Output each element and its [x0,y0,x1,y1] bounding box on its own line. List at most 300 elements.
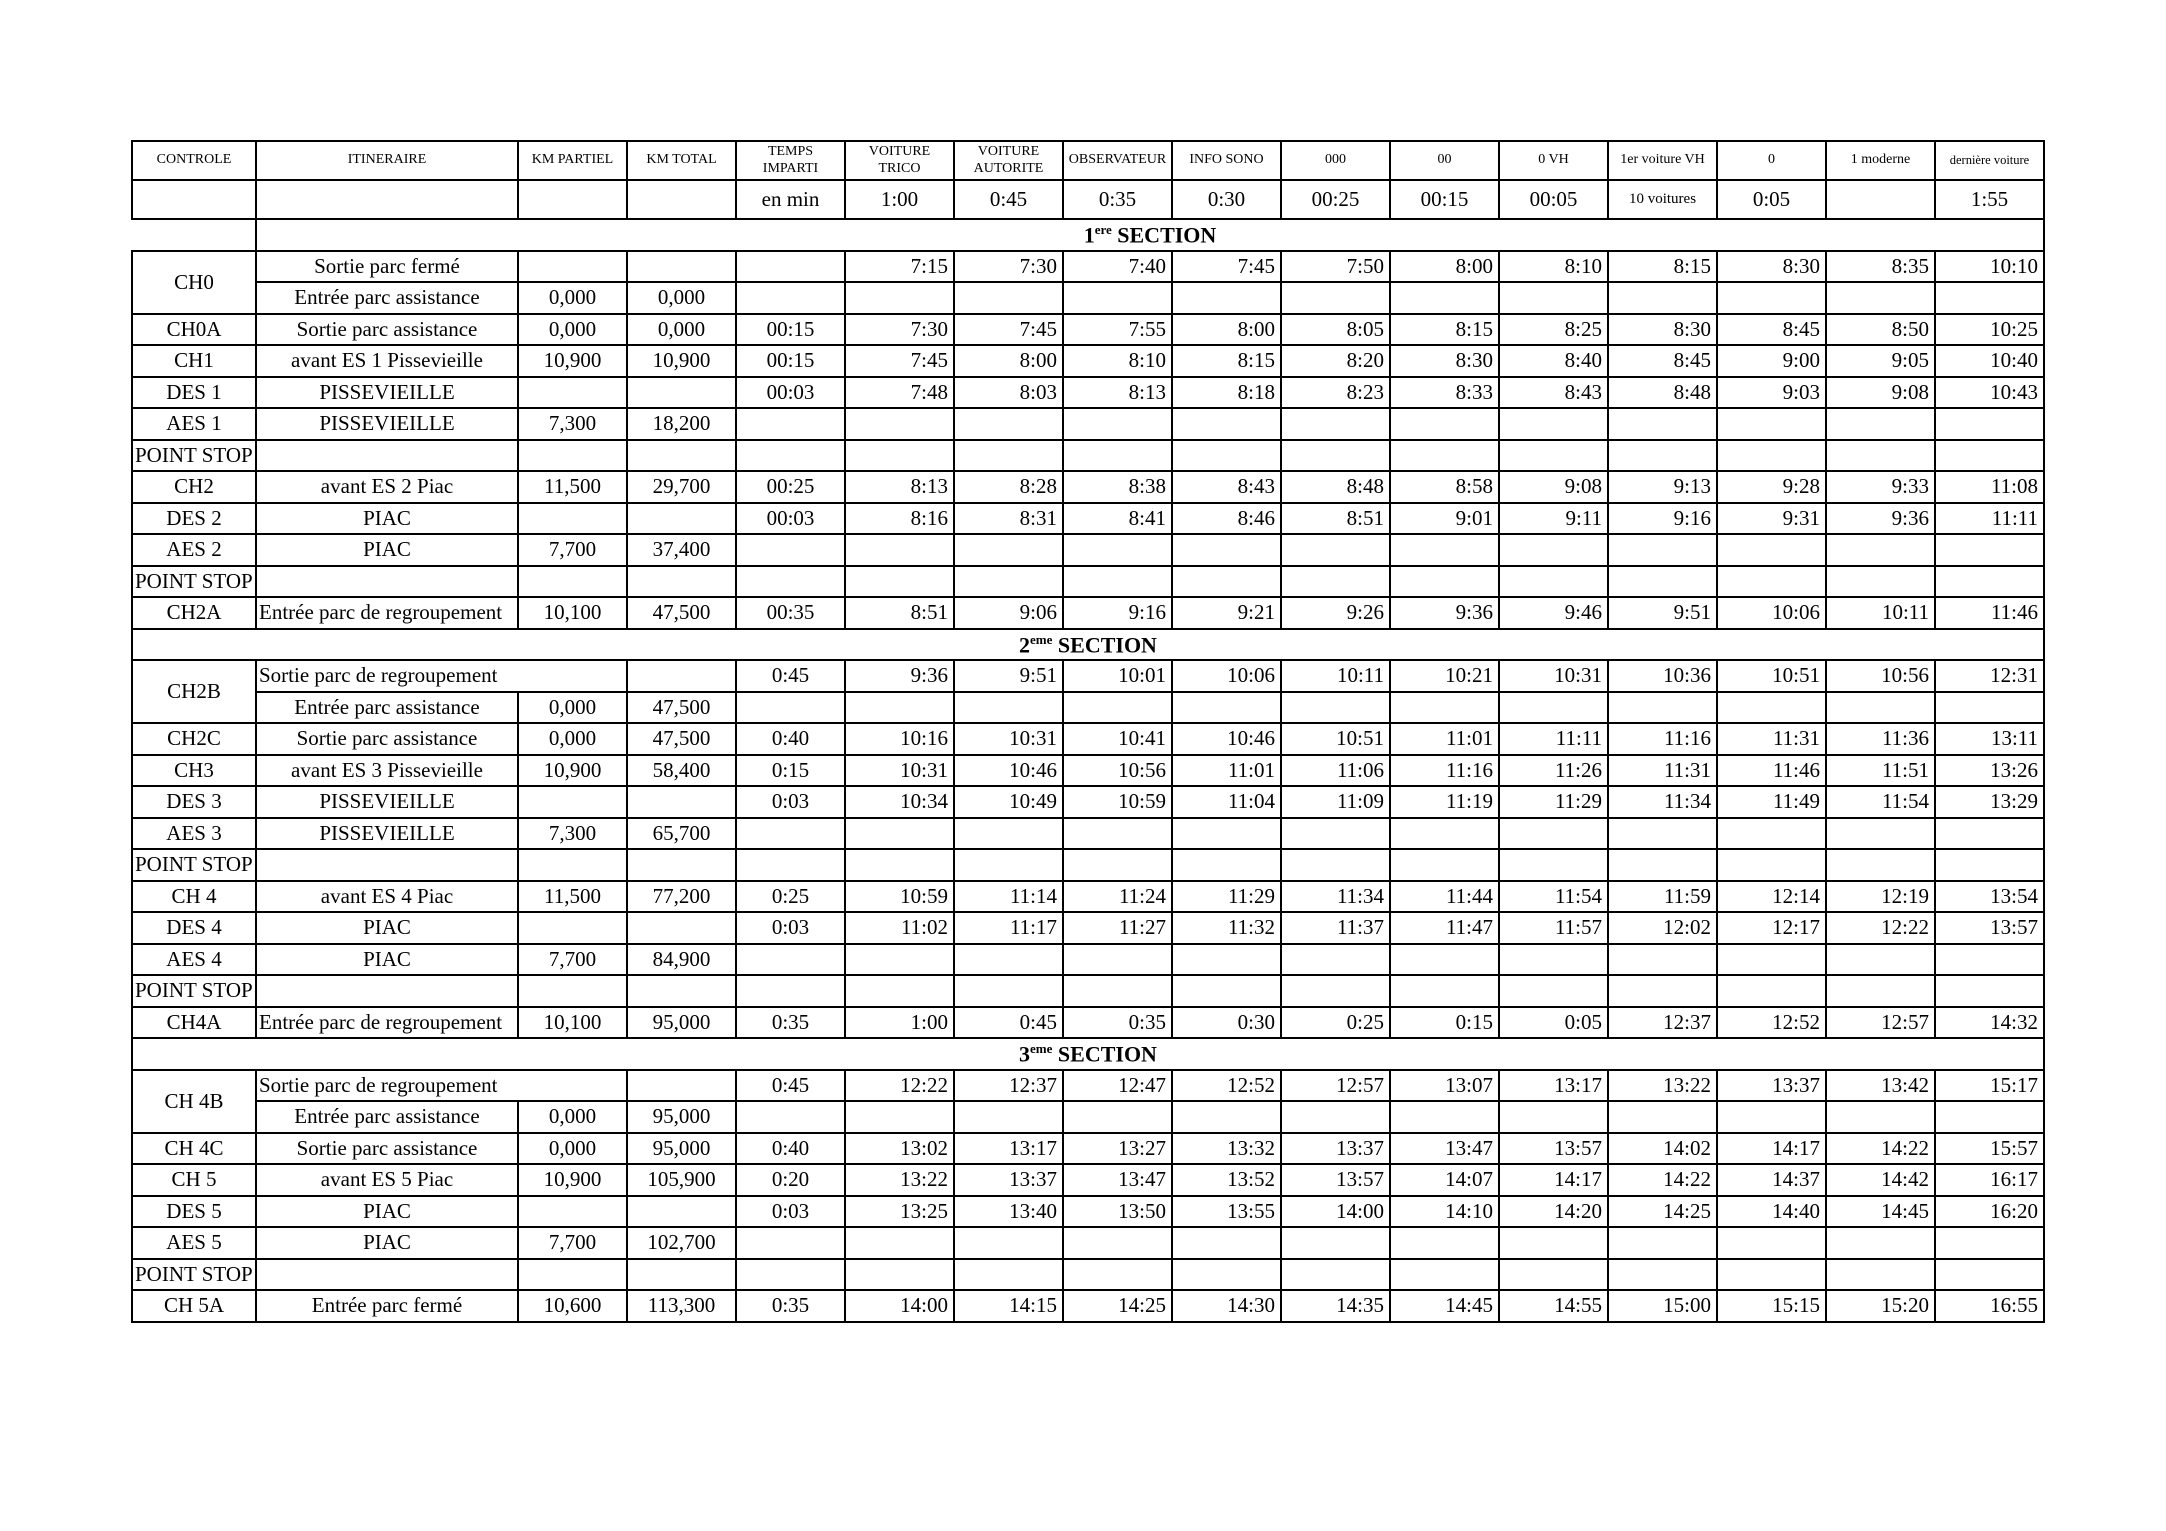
time-cell [1826,1227,1935,1259]
time-allowed-cell [736,251,845,283]
control-cell: POINT STOP [132,566,256,598]
time-cell: 11:02 [845,912,954,944]
time-cell: 8:30 [1608,314,1717,346]
time-cell [845,944,954,976]
time-cell [1826,408,1935,440]
time-cell: 11:51 [1826,755,1935,787]
table-row [132,1259,2044,1291]
time-cell: 11:17 [954,912,1063,944]
km-total-cell: 65,700 [627,818,736,850]
itinerary-cell: Sortie parc assistance [256,723,518,755]
table-row [132,1196,2044,1228]
time-cell: 8:58 [1390,471,1499,503]
offset-row [132,180,2044,219]
time-cell: 10:51 [1281,723,1390,755]
table-row [132,377,2044,409]
km-partial-cell: 0,000 [518,1101,627,1133]
time-allowed-cell [736,818,845,850]
control-cell: DES 1 [132,377,256,409]
offset-cell: 1:00 [845,180,954,219]
time-cell: 8:15 [1172,345,1281,377]
time-cell: 11:34 [1281,881,1390,913]
offset-cell: en min [736,180,845,219]
time-cell: 11:54 [1499,881,1608,913]
time-cell: 8:50 [1826,314,1935,346]
column-header: OBSERVATEUR [1063,141,1172,180]
time-cell [1063,692,1172,724]
time-allowed-cell: 0:45 [736,1070,845,1102]
section-title [132,629,2044,661]
section-number: 2 [1019,631,1031,657]
time-cell [845,1101,954,1133]
control-cell: AES 5 [132,1227,256,1259]
time-cell: 10:01 [1063,660,1172,692]
time-cell: 12:52 [1717,1007,1826,1039]
itinerary-cell [256,975,518,1007]
column-header: 00 [1390,141,1499,180]
time-cell [1608,975,1717,1007]
km-partial-cell [518,1259,627,1291]
km-partial-cell: 0,000 [518,692,627,724]
time-cell: 10:56 [1063,755,1172,787]
time-cell: 8:15 [1608,251,1717,283]
time-cell [845,849,954,881]
km-total-cell [627,1259,736,1291]
control-cell: CH 4 [132,881,256,913]
time-cell: 9:26 [1281,597,1390,629]
time-cell [1499,440,1608,472]
time-cell [1935,282,2044,314]
time-cell: 13:25 [845,1196,954,1228]
table-row [132,566,2044,598]
time-cell: 13:54 [1935,881,2044,913]
time-cell: 12:47 [1063,1070,1172,1102]
time-cell: 9:08 [1499,471,1608,503]
time-cell [1063,1227,1172,1259]
control-cell: CH3 [132,755,256,787]
table-row [132,345,2044,377]
offset-cell [132,180,256,219]
km-total-cell: 47,500 [627,723,736,755]
time-cell: 8:35 [1826,251,1935,283]
time-cell [1281,408,1390,440]
time-cell [1499,282,1608,314]
time-cell: 8:45 [1717,314,1826,346]
km-total-cell: 77,200 [627,881,736,913]
time-cell: 16:20 [1935,1196,2044,1228]
section-number: 1 [1083,222,1095,248]
time-cell: 13:07 [1390,1070,1499,1102]
table-row [132,471,2044,503]
section-title-row [132,219,2044,251]
time-allowed-cell: 00:15 [736,314,845,346]
time-cell: 13:50 [1063,1196,1172,1228]
control-cell: POINT STOP [132,440,256,472]
time-cell: 13:22 [845,1164,954,1196]
table-row [132,1164,2044,1196]
time-allowed-cell [736,282,845,314]
time-cell: 13:02 [845,1133,954,1165]
time-cell [1172,1259,1281,1291]
table-row [132,944,2044,976]
km-partial-cell: 10,100 [518,1007,627,1039]
time-cell: 11:31 [1608,755,1717,787]
control-cell: CH2B [132,660,256,723]
itinerary-cell: PISSEVIEILLE [256,408,518,440]
time-cell: 12:57 [1826,1007,1935,1039]
km-total-cell: 0,000 [627,282,736,314]
time-cell: 12:14 [1717,881,1826,913]
time-cell [1499,534,1608,566]
time-cell: 10:11 [1826,597,1935,629]
time-allowed-cell: 00:03 [736,377,845,409]
time-allowed-cell: 00:25 [736,471,845,503]
time-cell: 15:57 [1935,1133,2044,1165]
itinerary-cell: avant ES 1 Pissevieille [256,345,518,377]
table-row [132,849,2044,881]
time-allowed-cell: 0:03 [736,786,845,818]
time-cell: 8:43 [1172,471,1281,503]
km-partial-cell [518,377,627,409]
time-cell: 14:45 [1390,1290,1499,1322]
time-cell: 14:45 [1826,1196,1935,1228]
time-cell: 0:45 [954,1007,1063,1039]
time-cell: 10:10 [1935,251,2044,283]
time-cell: 8:00 [1390,251,1499,283]
time-cell [1390,1227,1499,1259]
table-row [132,1290,2044,1322]
itinerary-cell: avant ES 3 Pissevieille [256,755,518,787]
time-cell [1390,534,1499,566]
time-cell: 9:16 [1063,597,1172,629]
time-cell: 10:06 [1717,597,1826,629]
control-cell: AES 4 [132,944,256,976]
time-cell: 11:31 [1717,723,1826,755]
itinerary-cell: avant ES 4 Piac [256,881,518,913]
time-cell: 11:16 [1390,755,1499,787]
table-row [132,408,2044,440]
time-cell [1826,1259,1935,1291]
itinerary-cell: avant ES 2 Piac [256,471,518,503]
column-header: 0 VH [1499,141,1608,180]
km-total-cell: 29,700 [627,471,736,503]
time-cell: 14:25 [1063,1290,1172,1322]
km-total-cell: 47,500 [627,692,736,724]
time-cell: 14:22 [1608,1164,1717,1196]
time-cell: 10:40 [1935,345,2044,377]
time-cell: 8:46 [1172,503,1281,535]
time-cell [954,566,1063,598]
time-cell: 13:27 [1063,1133,1172,1165]
time-cell: 8:10 [1499,251,1608,283]
itinerary-cell: Sortie parc fermé [256,251,518,283]
table-row [132,1101,2044,1133]
time-cell [1826,944,1935,976]
km-partial-cell [518,786,627,818]
time-cell [1281,282,1390,314]
time-cell [1608,1259,1717,1291]
time-cell [1390,408,1499,440]
time-cell [954,975,1063,1007]
km-total-cell: 102,700 [627,1227,736,1259]
time-cell: 13:26 [1935,755,2044,787]
control-cell: CH4A [132,1007,256,1039]
time-cell [1172,1101,1281,1133]
time-cell: 8:30 [1390,345,1499,377]
time-cell: 7:55 [1063,314,1172,346]
time-cell [1390,944,1499,976]
time-cell: 11:47 [1390,912,1499,944]
time-cell: 1:00 [845,1007,954,1039]
time-cell: 9:46 [1499,597,1608,629]
time-cell [954,1227,1063,1259]
table-row [132,534,2044,566]
time-cell [845,440,954,472]
section-ordinal: eme [1030,1041,1053,1057]
time-cell: 11:29 [1172,881,1281,913]
time-cell [1390,440,1499,472]
time-cell: 11:46 [1717,755,1826,787]
time-cell: 10:49 [954,786,1063,818]
time-cell: 11:19 [1390,786,1499,818]
time-cell [954,282,1063,314]
time-cell [1390,566,1499,598]
time-cell: 11:26 [1499,755,1608,787]
time-cell [1826,975,1935,1007]
km-partial-cell: 7,300 [518,818,627,850]
time-allowed-cell: 0:40 [736,1133,845,1165]
table-row [132,1070,2044,1102]
time-cell [1608,566,1717,598]
time-cell: 11:27 [1063,912,1172,944]
km-total-cell [627,251,736,283]
time-allowed-cell: 0:03 [736,1196,845,1228]
time-cell: 15:17 [1935,1070,2044,1102]
km-partial-cell [518,440,627,472]
time-cell: 9:16 [1608,503,1717,535]
time-cell: 10:41 [1063,723,1172,755]
control-cell: AES 3 [132,818,256,850]
time-cell: 9:36 [1390,597,1499,629]
time-cell [1172,818,1281,850]
time-cell [1063,534,1172,566]
time-cell: 10:36 [1608,660,1717,692]
time-cell [1608,282,1717,314]
time-cell [1935,566,2044,598]
time-cell [1499,1101,1608,1133]
km-partial-cell: 7,700 [518,1227,627,1259]
time-cell: 11:59 [1608,881,1717,913]
km-total-cell [627,849,736,881]
time-cell: 10:25 [1935,314,2044,346]
control-cell: CH2 [132,471,256,503]
time-cell [1281,944,1390,976]
time-cell: 8:38 [1063,471,1172,503]
control-cell: AES 1 [132,408,256,440]
time-cell: 13:17 [954,1133,1063,1165]
time-cell: 14:32 [1935,1007,2044,1039]
time-cell: 0:30 [1172,1007,1281,1039]
time-cell: 13:42 [1826,1070,1935,1102]
time-cell: 14:25 [1608,1196,1717,1228]
time-allowed-cell [736,566,845,598]
time-cell [1390,1101,1499,1133]
time-cell [1172,408,1281,440]
time-cell: 12:19 [1826,881,1935,913]
itinerary-cell: Entrée parc assistance [256,692,518,724]
km-partial-cell: 7,700 [518,534,627,566]
time-allowed-cell: 0:15 [736,755,845,787]
time-cell [1063,1259,1172,1291]
time-cell [845,534,954,566]
time-allowed-cell: 0:03 [736,912,845,944]
km-total-cell: 18,200 [627,408,736,440]
km-total-cell [627,1196,736,1228]
time-cell: 9:28 [1717,471,1826,503]
km-partial-cell [518,566,627,598]
time-cell: 8:28 [954,471,1063,503]
time-cell [1935,534,2044,566]
time-cell [1172,440,1281,472]
time-cell: 13:22 [1608,1070,1717,1102]
time-cell [1172,534,1281,566]
control-cell: CH 4C [132,1133,256,1165]
km-partial-cell: 0,000 [518,1133,627,1165]
time-cell: 9:03 [1717,377,1826,409]
time-cell: 7:45 [1172,251,1281,283]
time-cell [1826,692,1935,724]
km-partial-cell: 10,100 [518,597,627,629]
time-cell [1935,975,2044,1007]
itinerary-cell: Sortie parc assistance [256,1133,518,1165]
time-cell [1717,849,1826,881]
km-partial-cell: 10,900 [518,345,627,377]
time-cell [1717,944,1826,976]
time-cell: 10:56 [1826,660,1935,692]
km-total-cell: 95,000 [627,1133,736,1165]
time-cell [954,692,1063,724]
section-ordinal: ere [1094,222,1112,238]
itinerary-cell: PISSEVIEILLE [256,377,518,409]
time-cell [1935,1101,2044,1133]
time-allowed-cell [736,944,845,976]
time-cell [954,440,1063,472]
time-cell: 13:37 [1717,1070,1826,1102]
time-cell: 0:15 [1390,1007,1499,1039]
time-cell [1281,692,1390,724]
column-header: VOITURE TRICO [845,141,954,180]
time-cell: 8:18 [1172,377,1281,409]
time-cell: 0:35 [1063,1007,1172,1039]
time-cell: 11:08 [1935,471,2044,503]
time-cell [1608,408,1717,440]
offset-cell: 1:55 [1935,180,2044,219]
time-cell [845,818,954,850]
table-row [132,881,2044,913]
time-cell: 13:17 [1499,1070,1608,1102]
itinerary-cell: PIAC [256,1227,518,1259]
time-cell: 8:48 [1608,377,1717,409]
time-cell: 7:30 [954,251,1063,283]
control-cell: AES 2 [132,534,256,566]
time-cell [1063,1101,1172,1133]
column-header: CONTROLE [132,141,256,180]
offset-cell [256,180,518,219]
column-header: dernière voiture [1935,141,2044,180]
time-cell [1281,566,1390,598]
time-cell [1717,1259,1826,1291]
offset-cell: 0:05 [1717,180,1826,219]
section-title-row [132,1038,2044,1070]
itinerary-cell [256,849,518,881]
time-cell: 14:10 [1390,1196,1499,1228]
table-row [132,440,2044,472]
time-cell: 8:31 [954,503,1063,535]
time-cell: 13:47 [1063,1164,1172,1196]
column-header: 1er voiture VH [1608,141,1717,180]
time-allowed-cell [736,408,845,440]
control-cell: DES 3 [132,786,256,818]
table-row [132,786,2044,818]
time-allowed-cell [736,440,845,472]
time-cell [845,692,954,724]
km-total-cell: 84,900 [627,944,736,976]
time-cell [1499,692,1608,724]
time-cell: 11:54 [1826,786,1935,818]
time-cell: 9:08 [1826,377,1935,409]
time-cell: 14:00 [1281,1196,1390,1228]
section-title-row [132,629,2044,661]
time-cell [845,282,954,314]
time-cell: 11:14 [954,881,1063,913]
itinerary-cell [256,1259,518,1291]
time-cell [1935,1227,2044,1259]
time-cell: 9:33 [1826,471,1935,503]
itinerary-cell [256,566,518,598]
time-cell: 14:07 [1390,1164,1499,1196]
time-cell: 8:05 [1281,314,1390,346]
time-cell [1717,692,1826,724]
time-cell: 10:31 [1499,660,1608,692]
itinerary-cell: Entrée parc assistance [256,282,518,314]
time-allowed-cell [736,1101,845,1133]
time-allowed-cell [736,534,845,566]
section-word: SECTION [1057,631,1157,657]
control-cell: CH2C [132,723,256,755]
time-cell [1935,849,2044,881]
time-cell: 10:31 [845,755,954,787]
section-word: SECTION [1117,222,1217,248]
time-cell: 9:36 [845,660,954,692]
time-cell [1935,944,2044,976]
table-row [132,692,2044,724]
time-cell [845,566,954,598]
time-cell [1063,818,1172,850]
time-allowed-cell: 00:15 [736,345,845,377]
time-cell [1390,282,1499,314]
time-cell: 14:40 [1717,1196,1826,1228]
offset-cell: 10 voitures [1608,180,1717,219]
time-allowed-cell [736,692,845,724]
time-cell: 0:25 [1281,1007,1390,1039]
time-cell: 11:16 [1608,723,1717,755]
time-cell: 16:17 [1935,1164,2044,1196]
time-cell: 14:02 [1608,1133,1717,1165]
time-cell: 11:06 [1281,755,1390,787]
table-row [132,503,2044,535]
time-allowed-cell: 0:20 [736,1164,845,1196]
km-partial-cell [518,503,627,535]
